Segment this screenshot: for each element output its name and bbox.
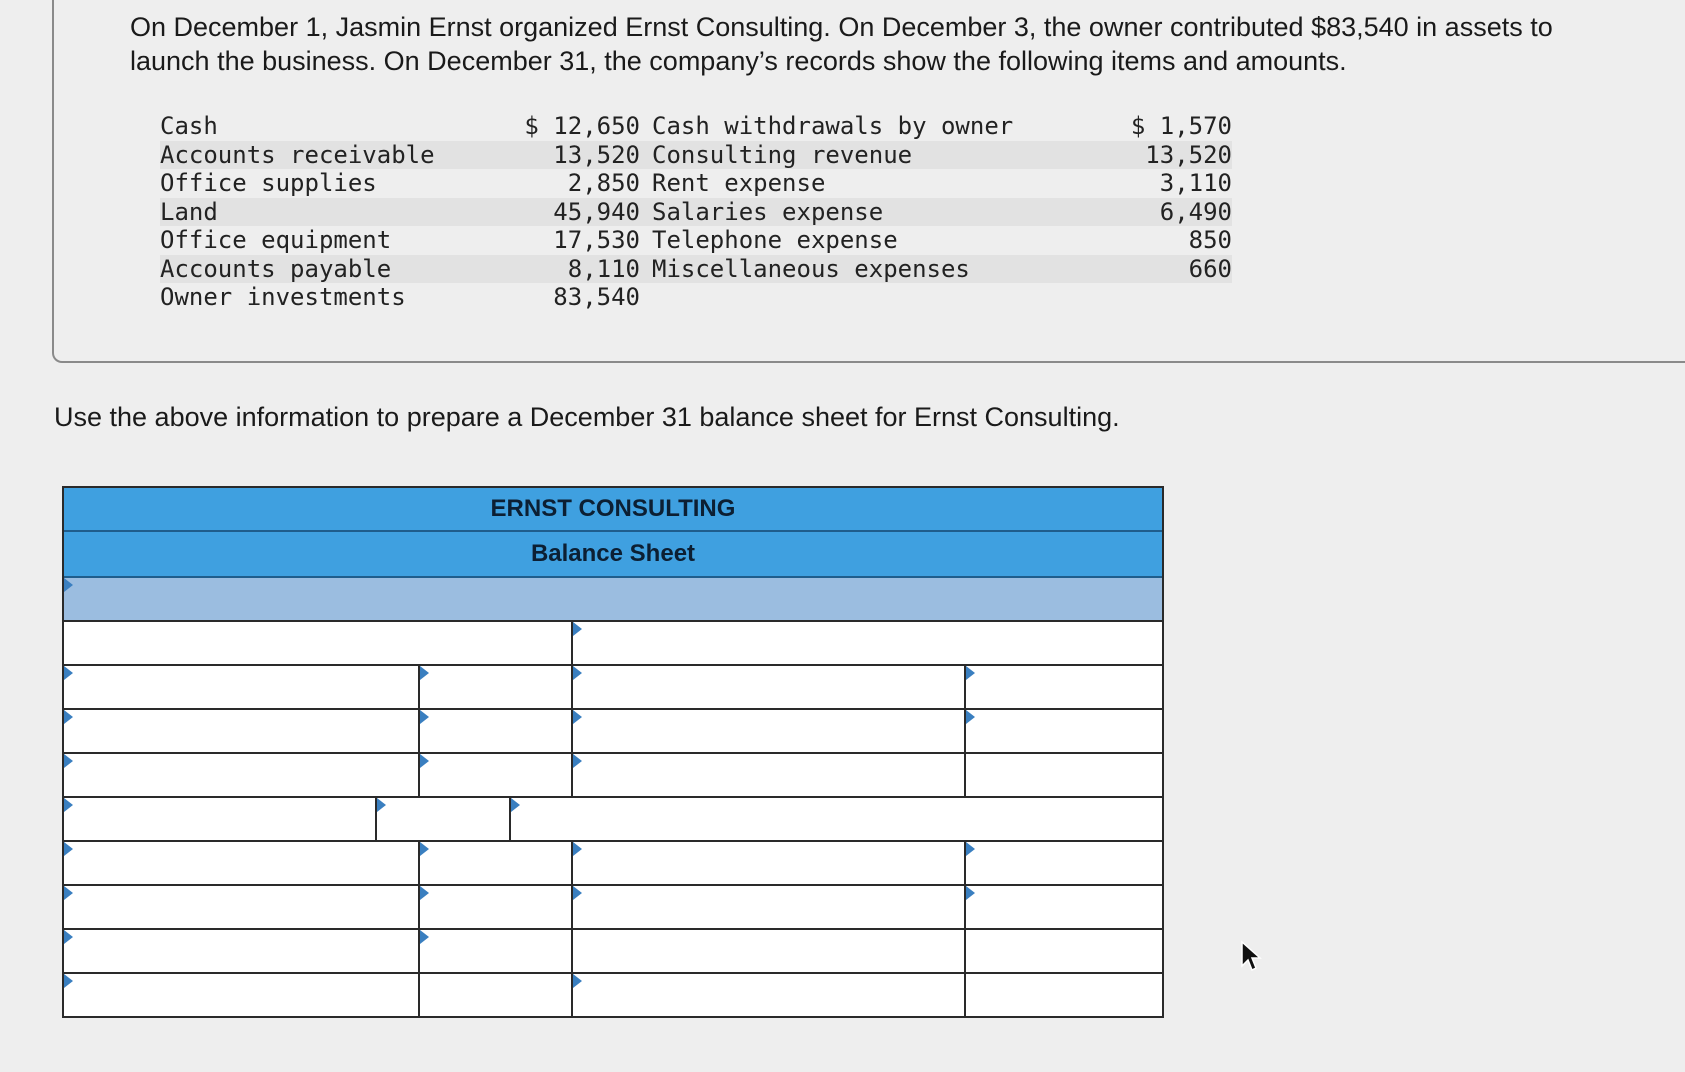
item-amount: 6,490 <box>1159 197 1232 226</box>
account-select-cell[interactable] <box>573 666 966 708</box>
item-name: Office equipment <box>160 226 392 255</box>
dropdown-marker-icon <box>966 710 975 724</box>
item-name: Accounts payable <box>160 254 392 283</box>
amount-input-cell[interactable] <box>966 754 1162 796</box>
amount-input-cell[interactable] <box>966 886 1162 928</box>
table-row <box>64 974 1162 1016</box>
company-name-header: ERNST CONSULTING <box>64 488 1162 532</box>
dropdown-marker-icon <box>573 754 582 768</box>
dropdown-marker-icon <box>64 974 73 988</box>
dropdown-marker-icon <box>420 886 429 900</box>
items-row <box>160 198 1232 227</box>
table-row <box>64 666 1162 710</box>
amount-input-cell[interactable] <box>966 666 1162 708</box>
dropdown-marker-icon <box>420 930 429 944</box>
item-amount: 8,110 <box>567 254 640 283</box>
dropdown-marker-icon <box>420 666 429 680</box>
account-select-cell[interactable] <box>573 886 966 928</box>
dropdown-marker-icon <box>420 710 429 724</box>
table-row <box>64 930 1162 974</box>
amount-input-cell[interactable] <box>966 842 1162 884</box>
table-row <box>64 710 1162 754</box>
amount-input-cell[interactable] <box>420 710 573 752</box>
dropdown-marker-icon <box>966 842 975 856</box>
item-amount: $ 12,650 <box>524 112 640 141</box>
mouse-pointer-icon <box>1240 940 1262 972</box>
items-table <box>160 112 1232 312</box>
amount-input-cell[interactable] <box>420 930 573 972</box>
account-select-cell[interactable] <box>64 842 420 884</box>
items-row <box>160 226 1232 255</box>
item-amount: 660 <box>1188 254 1232 283</box>
amount-input-cell[interactable] <box>420 842 573 884</box>
account-select-cell[interactable] <box>573 754 966 796</box>
amount-input-cell[interactable] <box>377 798 511 840</box>
items-row <box>160 141 1232 170</box>
item-amount: 13,520 <box>553 140 640 169</box>
item-amount: $ 1,570 <box>1130 112 1232 141</box>
section-heading-cell[interactable] <box>64 622 573 664</box>
section-heading-cell[interactable] <box>511 798 1162 840</box>
account-select-cell[interactable] <box>573 974 966 1016</box>
amount-input-cell[interactable] <box>420 886 573 928</box>
amount-input-cell[interactable] <box>966 710 1162 752</box>
account-select-cell[interactable] <box>64 798 377 840</box>
account-select-cell[interactable] <box>573 710 966 752</box>
item-amount: 2,850 <box>567 169 640 198</box>
account-select-cell[interactable] <box>573 930 966 972</box>
amount-input-cell[interactable] <box>420 974 573 1016</box>
item-name: Cash <box>160 112 218 141</box>
dropdown-marker-icon <box>573 666 582 680</box>
account-select-cell[interactable] <box>64 710 420 752</box>
dropdown-marker-icon <box>511 798 520 812</box>
account-select-cell[interactable] <box>64 886 420 928</box>
dropdown-marker-icon <box>64 754 73 768</box>
item-name: Telephone expense <box>652 226 898 255</box>
table-row <box>64 622 1162 666</box>
item-name: Accounts receivable <box>160 140 435 169</box>
dropdown-marker-icon <box>573 710 582 724</box>
dropdown-marker-icon <box>966 666 975 680</box>
item-name: Land <box>160 197 218 226</box>
item-amount: 3,110 <box>1159 169 1232 198</box>
account-select-cell[interactable] <box>64 930 420 972</box>
item-amount: 850 <box>1188 226 1232 255</box>
dropdown-marker-icon <box>573 842 582 856</box>
dropdown-marker-icon <box>420 842 429 856</box>
table-row <box>64 798 1162 842</box>
dropdown-marker-icon <box>64 842 73 856</box>
item-name: Miscellaneous expenses <box>652 254 970 283</box>
account-select-cell[interactable] <box>64 666 420 708</box>
section-heading-cell[interactable] <box>573 622 1162 664</box>
problem-line-2: launch the business. On December 31, the company’s records show the following items and amounts. <box>130 46 1347 76</box>
account-select-cell[interactable] <box>64 974 420 1016</box>
item-name: Cash withdrawals by owner <box>652 112 1014 141</box>
dropdown-marker-icon <box>64 886 73 900</box>
items-row <box>160 112 1232 141</box>
item-amount: 13,520 <box>1145 140 1232 169</box>
dropdown-marker-icon <box>377 798 386 812</box>
amount-input-cell[interactable] <box>420 754 573 796</box>
instruction-text: Use the above information to prepare a December 31 balance sheet for Ernst Consulting. <box>54 402 1120 432</box>
dropdown-marker-icon <box>966 886 975 900</box>
item-name: Owner investments <box>160 283 406 312</box>
item-amount: 83,540 <box>553 283 640 312</box>
dropdown-marker-icon <box>64 578 73 592</box>
item-name: Salaries expense <box>652 197 884 226</box>
dropdown-marker-icon <box>64 930 73 944</box>
item-name: Rent expense <box>652 169 826 198</box>
amount-input-cell[interactable] <box>966 974 1162 1016</box>
account-select-cell[interactable] <box>64 754 420 796</box>
balance-sheet-form <box>62 486 1164 1018</box>
item-amount: 45,940 <box>553 197 640 226</box>
items-row <box>160 283 1232 312</box>
account-select-cell[interactable] <box>573 842 966 884</box>
item-name: Consulting revenue <box>652 140 913 169</box>
date-input-row[interactable] <box>64 578 1162 622</box>
dropdown-marker-icon <box>573 622 582 636</box>
table-row <box>64 842 1162 886</box>
dropdown-marker-icon <box>573 886 582 900</box>
dropdown-marker-icon <box>64 798 73 812</box>
dropdown-marker-icon <box>64 666 73 680</box>
amount-input-cell[interactable] <box>420 666 573 708</box>
problem-line-1: On December 1, Jasmin Ernst organized Ernst Consulting. On December 3, the owner contributed $83,540 in assets to <box>130 12 1553 42</box>
dropdown-marker-icon <box>573 974 582 988</box>
item-name: Office supplies <box>160 169 377 198</box>
dropdown-marker-icon <box>64 710 73 724</box>
items-row <box>160 169 1232 198</box>
amount-input-cell[interactable] <box>966 930 1162 972</box>
item-amount: 17,530 <box>553 226 640 255</box>
table-row <box>64 886 1162 930</box>
statement-title-header: Balance Sheet <box>64 532 1162 578</box>
items-row <box>160 255 1232 284</box>
table-row <box>64 754 1162 798</box>
dropdown-marker-icon <box>420 754 429 768</box>
